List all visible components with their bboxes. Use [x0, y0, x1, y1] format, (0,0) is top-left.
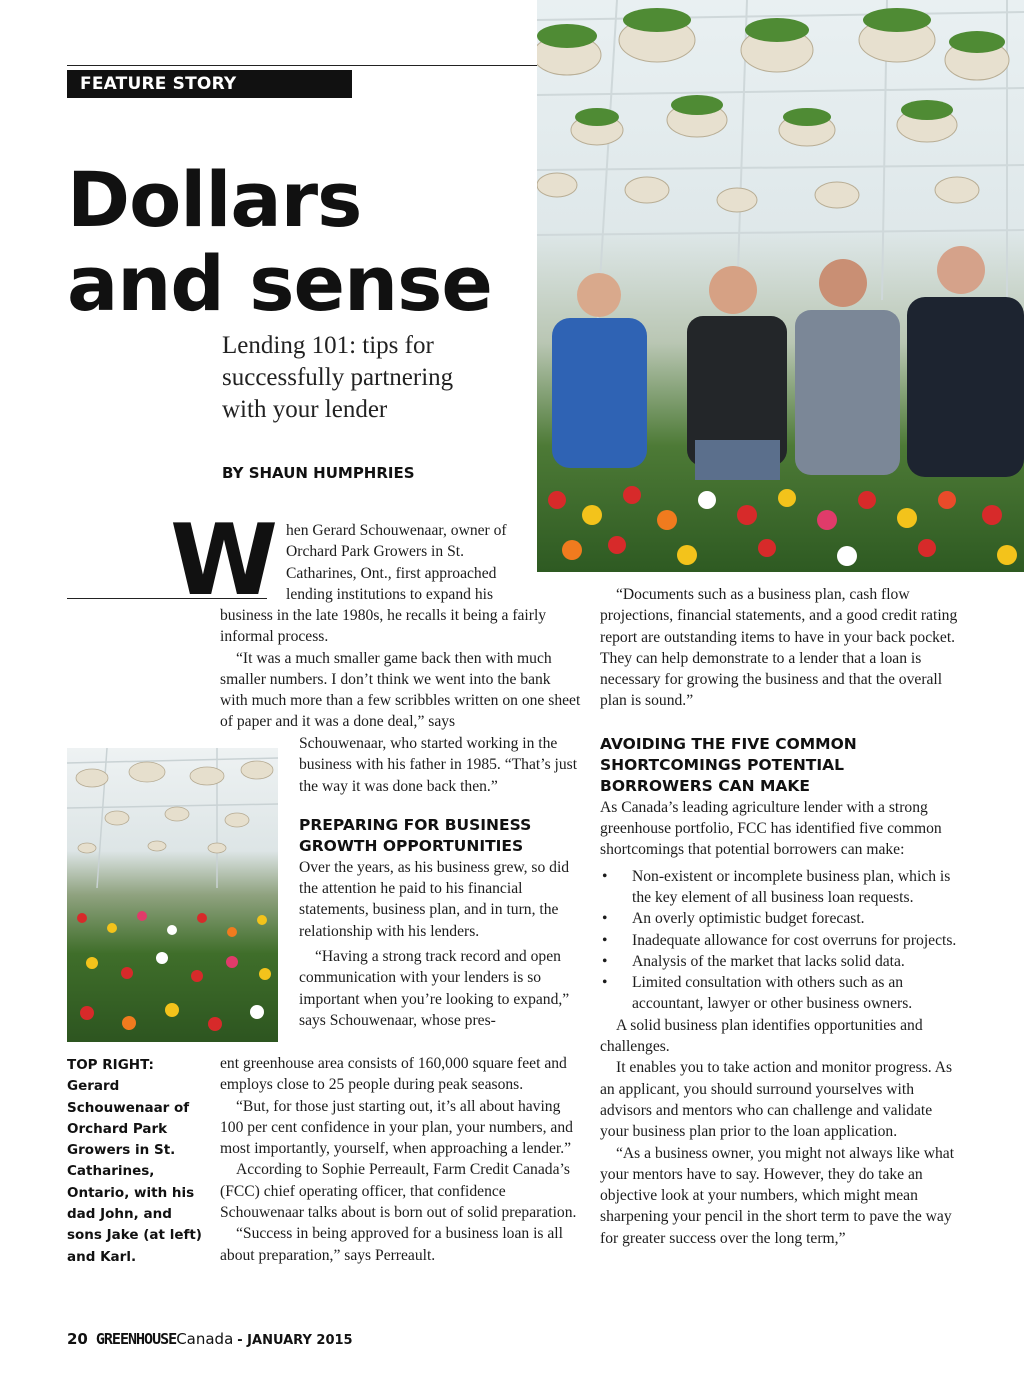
page-footer — [67, 1330, 353, 1348]
header-rule — [67, 65, 537, 66]
subhead-preparing: PREPARING FOR BUSINESS GROWTH OPPORTUNITIES — [299, 815, 532, 855]
lead-text-top: hen Gerard Schouwenaar, owner of Orchard Park Growers in St. Catharines, Ont., first approached lending institutions to expand his — [286, 522, 507, 603]
family-greenhouse-illustration — [537, 0, 1024, 572]
family-greenhouse-photo — [537, 0, 1024, 572]
column-1-narrow — [299, 733, 582, 1031]
lead-text-rest: business in the late 1980s, he recalls it being a fairly informal process. — [220, 607, 547, 646]
paragraph-3: Over the years, as his business grew, so did the attention he paid to his financial statements, business plan, and in turn, the relationship with his lenders. — [299, 858, 570, 940]
paragraph-2-wide: “It was a much smaller game back then with much smaller numbers. I don’t think we went into the bank with much more than a few scribbles written on one sheet of paper and it was a done deal,” says — [220, 649, 581, 731]
greenhouse-inset-illustration — [67, 748, 278, 1042]
list-item: • Non-existent or incomplete business plan, which is the key element of all business loan requests. — [600, 866, 960, 909]
paragraph-4-narrow: “Having a strong track record and open communication with your lenders is so important when you’re looking to expand,” says Schouwenaar, whose pres- — [299, 948, 570, 1029]
issue-date: - JANUARY 2015 — [237, 1333, 353, 1348]
col2-paragraph-3: A solid business plan identifies opportunities and challenges. — [600, 1016, 923, 1056]
subhead-avoiding: AVOIDING THE FIVE COMMON SHORTCOMINGS POTENTIAL BORROWERS CAN MAKE — [600, 734, 857, 795]
paragraph-4-wide: ent greenhouse area consists of 160,000 square feet and employs close to 25 people during peak seasons. — [220, 1055, 567, 1094]
col2-paragraph-4: It enables you to take action and monitor progress. As an applicant, you should surround yourselves with advisors and mentors who can challenge and validate your business plan prior to the loan application. — [600, 1059, 953, 1141]
paragraph-6: According to Sophie Perreault, Farm Credit Canada’s (FCC) chief operating officer, that confidence Schouwenaar talks about is born out of solid preparation. — [220, 1161, 577, 1222]
headline-line-2: and sense — [67, 239, 492, 328]
column-1-upper — [220, 605, 582, 733]
magazine-name-part-2: Canada — [176, 1330, 234, 1348]
column-2 — [600, 584, 960, 1249]
dropcap: W — [170, 504, 275, 618]
page-number: 20 — [67, 1330, 88, 1348]
column-1-lower — [220, 1053, 582, 1266]
col2-paragraph-5: “As a business owner, you might not always like what your mentors have to say. However, they do take an objective look at your numbers, which might mean sharpening your pencil in the short term to pave the way for greater success over the long term,” — [600, 1144, 955, 1247]
list-item: • An overly optimistic budget forecast. — [600, 908, 960, 929]
paragraph-2-narrow: Schouwenaar, who started working in the business with his father in 1985. “That’s just the way it was done back then.” — [299, 735, 578, 795]
paragraph-7: “Success in being approved for a business loan is all about preparation,” says Perreault. — [220, 1225, 563, 1264]
list-item: • Limited consultation with others such as an accountant, lawyer or other business owners. — [600, 972, 960, 1015]
deck: Lending 101: tips for successfully partnering with your lender — [222, 332, 454, 423]
list-item: • Analysis of the market that lacks solid data. — [600, 951, 960, 972]
photo-caption: TOP RIGHT: Gerard Schouwenaar of Orchard Park Growers in St. Catharines, Ontario, with his dad John, and sons Jake (at left) and Karl. — [67, 1057, 202, 1265]
paragraph-5: “But, for those just starting out, it’s all about having 100 per cent confidence in your plan, your numbers, and most importantly, yourself, when approaching a lender.” — [220, 1097, 573, 1158]
headline — [67, 155, 537, 328]
lead-paragraph-top — [286, 520, 518, 605]
section-tag: FEATURE STORY — [67, 70, 352, 98]
shortcomings-list — [600, 866, 960, 1015]
headline-line-1: Dollars — [67, 155, 362, 244]
byline: BY SHAUN HUMPHRIES — [222, 464, 415, 482]
greenhouse-inset-photo — [67, 748, 278, 1042]
magazine-name — [96, 1330, 233, 1348]
list-item: • Inadequate allowance for cost overruns for projects. — [600, 930, 960, 951]
col2-paragraph-1: “Documents such as a business plan, cash flow projections, financial statements, and a good credit rating report are outstanding items to have in your back pocket. They can help demonstrate to a lender that a loan is necessary for growing the business and that the overall plan is sound.” — [600, 586, 958, 710]
col2-paragraph-2: As Canada’s leading agriculture lender with a strong greenhouse portfolio, FCC has identified five common shortcomings that potential borrowers can make: — [600, 798, 942, 859]
magazine-name-part-1: GREENHOUSE — [95, 1330, 177, 1348]
